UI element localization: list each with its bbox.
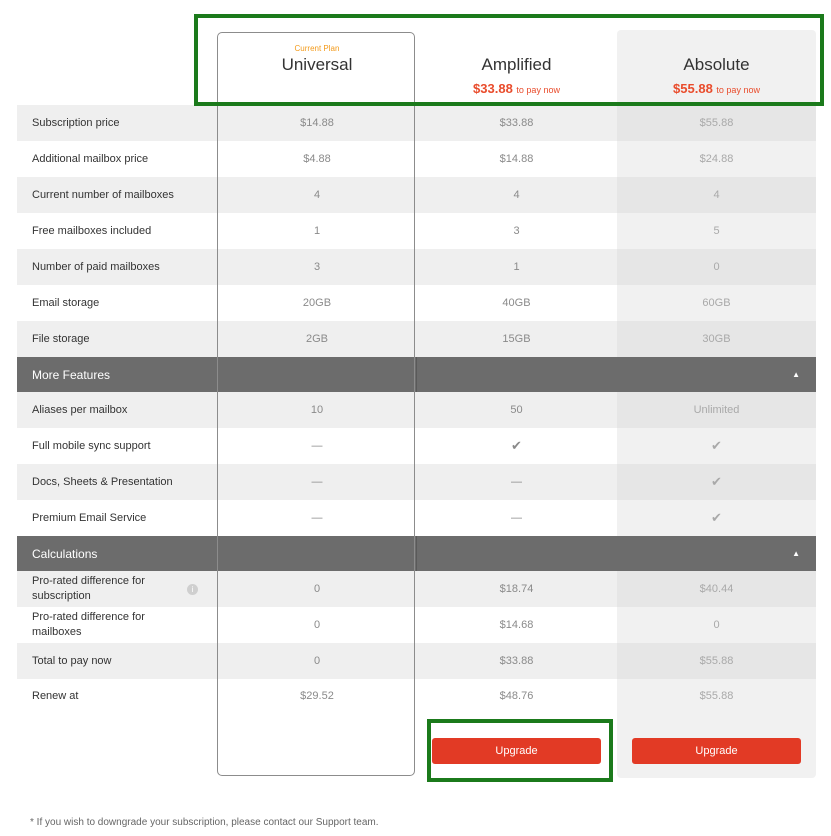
row-label: Additional mailbox price [32, 152, 149, 165]
collapse-chevron-icon[interactable]: ▲ [792, 549, 800, 558]
row-paid-mailboxes [17, 249, 816, 285]
row-prorated-mailboxes [17, 607, 816, 643]
cell-absolute: 0 [713, 619, 720, 631]
cell-amplified: $18.74 [499, 583, 534, 595]
plan-name: Universal [281, 55, 353, 74]
row-current-mailboxes [17, 177, 816, 213]
cell-universal: $4.88 [303, 153, 331, 165]
cell-amplified: $14.88 [499, 153, 534, 165]
row-renew-at [17, 678, 816, 714]
cell-amplified: 40GB [502, 297, 531, 309]
price-suffix: to pay now [716, 85, 760, 95]
row-label: Free mailboxes included [32, 224, 152, 237]
row-free-mailboxes [17, 213, 816, 249]
cell-universal: 3 [313, 261, 321, 273]
cell-absolute: 30GB [617, 321, 816, 357]
upgrade-amplified-button[interactable]: Upgrade [432, 738, 601, 764]
section-calculations[interactable] [17, 536, 816, 571]
row-label: Pro-rated difference for subscription [32, 575, 145, 602]
row-premium-email [17, 500, 816, 536]
cell-universal: 4 [313, 189, 321, 201]
plan-name: Amplified [481, 55, 552, 74]
row-label: Subscription price [32, 116, 120, 129]
dash-icon: — [511, 476, 522, 488]
check-icon: ✔ [711, 438, 722, 453]
cell-universal: 20GB [302, 297, 332, 309]
row-label: Number of paid mailboxes [32, 260, 160, 273]
cell-absolute: Unlimited [617, 392, 816, 428]
cell-universal: $29.52 [300, 690, 334, 702]
price-value: $33.88 [473, 81, 513, 96]
dash-icon: — [311, 476, 323, 488]
row-prorated-subscription [17, 571, 816, 607]
cell-amplified: $33.88 [499, 655, 534, 667]
row-label: File storage [32, 332, 90, 345]
cell-amplified: $33.88 [499, 117, 534, 129]
cell-amplified: $48.76 [499, 690, 534, 702]
price-value: $55.88 [673, 81, 713, 96]
cell-amplified: 15GB [502, 333, 531, 345]
row-label: Email storage [32, 296, 100, 309]
row-label: Aliases per mailbox [32, 403, 128, 416]
row-label: Renew at [32, 689, 79, 702]
cell-absolute: 5 [713, 225, 720, 237]
check-icon: ✔ [711, 510, 722, 525]
cell-universal: 2GB [305, 333, 328, 345]
cell-amplified: 3 [513, 225, 520, 237]
cell-amplified: 50 [510, 404, 523, 416]
cell-universal: 0 [313, 619, 321, 631]
cell-absolute: $55.88 [617, 643, 816, 679]
row-label: Pro-rated difference for mailboxes [32, 611, 145, 638]
cell-universal: 10 [310, 404, 324, 416]
row-subscription-price [17, 105, 816, 141]
cell-universal: 0 [313, 655, 321, 667]
plan-price [617, 81, 816, 96]
cell-absolute: 0 [617, 249, 816, 285]
cell-universal: 1 [313, 225, 321, 237]
cell-universal: $14.88 [300, 117, 334, 129]
cell-universal: 0 [313, 583, 321, 595]
row-label: Current number of mailboxes [32, 188, 174, 201]
cell-absolute: 4 [617, 177, 816, 213]
collapse-chevron-icon[interactable]: ▲ [792, 370, 800, 379]
row-label: Premium Email Service [32, 511, 147, 524]
info-icon[interactable]: i [187, 584, 198, 595]
cell-amplified: 4 [513, 189, 520, 201]
check-icon: ✔ [617, 464, 816, 500]
cell-absolute: $55.88 [617, 105, 816, 141]
upgrade-absolute-button[interactable]: Upgrade [632, 738, 801, 764]
row-label: Total to pay now [32, 654, 112, 667]
check-icon: ✔ [511, 438, 522, 453]
cell-amplified: 1 [513, 261, 520, 273]
dash-icon: — [311, 440, 323, 452]
section-title: More Features [32, 367, 111, 382]
plan-header-amplified [417, 30, 616, 106]
current-plan-tag: Current Plan [294, 44, 340, 53]
downgrade-footnote: * If you wish to downgrade your subscription, please contact our Support team. [30, 817, 379, 828]
cell-absolute: $55.88 [699, 690, 734, 702]
dash-icon: — [311, 512, 323, 524]
plan-price [417, 81, 616, 96]
plan-header-universal [218, 30, 416, 106]
cell-absolute: $24.88 [699, 153, 734, 165]
row-docs-sheets [17, 464, 816, 500]
row-total-to-pay [17, 643, 816, 679]
row-additional-mailbox-price [17, 141, 816, 177]
row-label: Full mobile sync support [32, 439, 151, 452]
plan-header-absolute [617, 30, 816, 106]
plan-name: Absolute [683, 55, 750, 74]
row-mobile-sync [17, 428, 816, 464]
price-suffix: to pay now [516, 85, 560, 95]
section-title: Calculations [32, 546, 98, 561]
row-label: Docs, Sheets & Presentation [32, 475, 173, 488]
dash-icon: — [511, 512, 522, 524]
row-file-storage [17, 321, 816, 357]
cell-absolute: $40.44 [617, 571, 816, 607]
cell-absolute: 60GB [702, 297, 731, 309]
row-email-storage [17, 285, 816, 321]
cell-amplified: $14.68 [499, 619, 534, 631]
row-aliases [17, 392, 816, 428]
section-more-features[interactable] [17, 357, 816, 392]
